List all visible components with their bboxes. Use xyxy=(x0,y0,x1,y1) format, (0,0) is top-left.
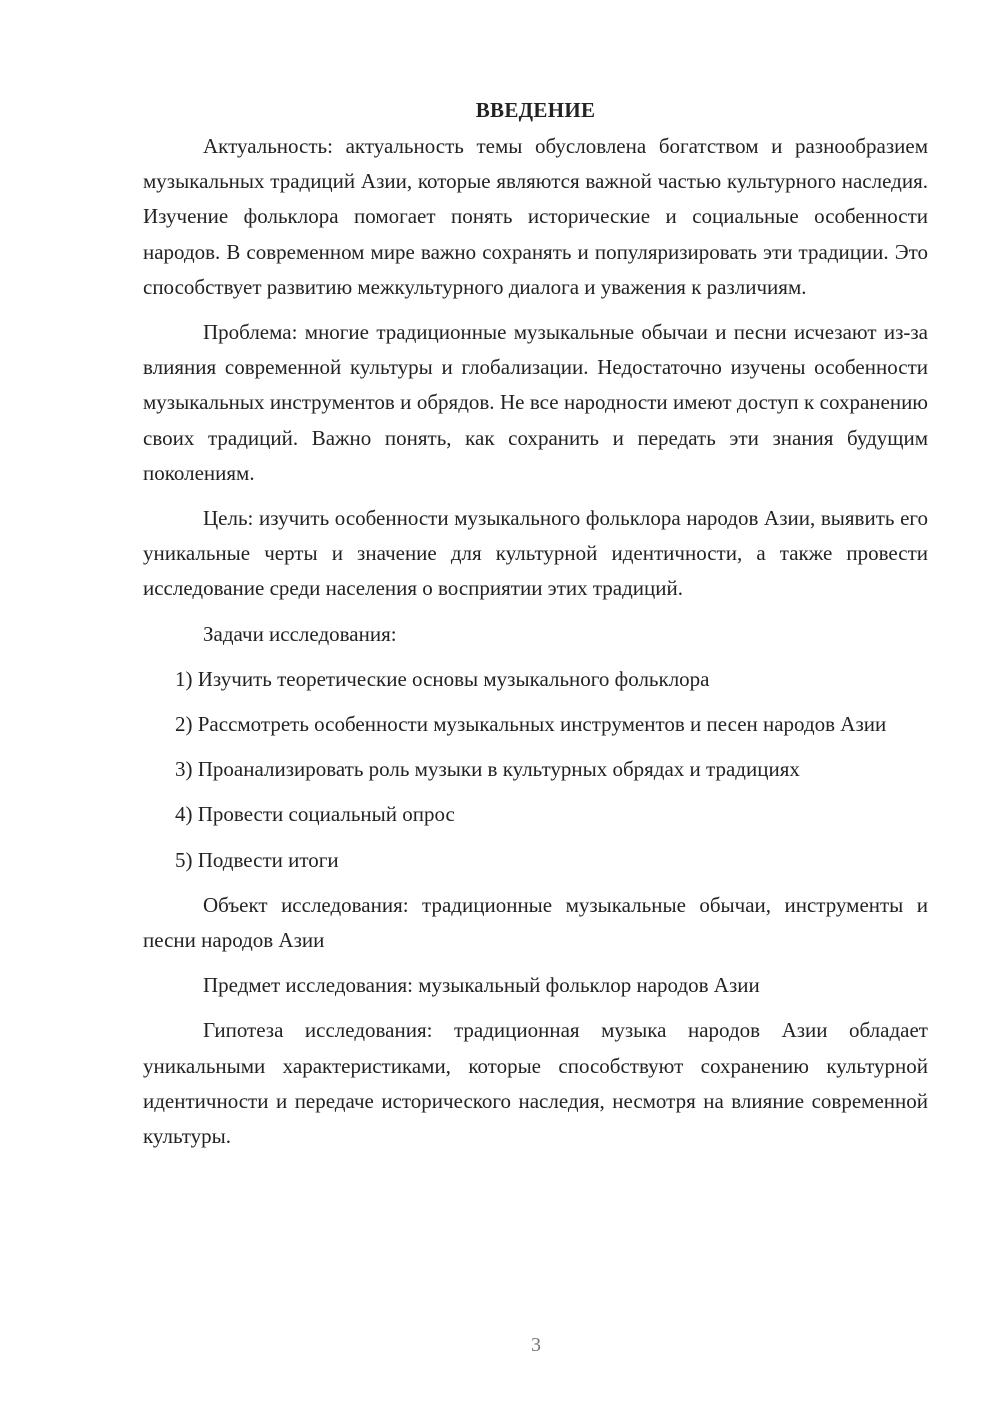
task-item-5: 5) Подвести итоги xyxy=(175,847,339,872)
page-content xyxy=(143,92,928,1164)
hypothesis-paragraph: Гипотеза исследования: традиционная музыка народов Азии обладает уникальными характеристиками, которые способствуют сохранению культурной идентичности и передаче исторического наследия, несмотря на влияние современной культуры. xyxy=(143,1018,928,1149)
task-item-3: 3) Проанализировать роль музыки в культурных обрядах и традициях xyxy=(175,757,800,782)
page-number: 3 xyxy=(531,1334,541,1356)
task-item-4: 4) Провести социальный опрос xyxy=(175,802,455,827)
task-item-1: 1) Изучить теоретические основы музыкального фольклора xyxy=(175,666,710,691)
section-title: ВВЕДЕНИЕ xyxy=(475,98,596,122)
problem-paragraph: Проблема: многие традиционные музыкальные обычаи и песни исчезают из-за влияния современной культуры и глобализации. Недостаточно изучены особенности музыкальных инструментов и обрядов. Не все народности имеют доступ к сохранению своих традиций. Важно понять, как сохранить и передать эти знания будущим поколениям. xyxy=(143,320,928,485)
goal-paragraph: Цель: изучить особенности музыкального фольклора народов Азии, выявить его уникальные черты и значение для культурной идентичности, а также провести исследование среди населения о восприятии этих традиций. xyxy=(143,506,928,601)
relevance-paragraph: Актуальность: актуальность темы обусловлена богатством и разнообразием музыкальных традиций Азии, которые являются важной частью культурного наследия. Изучение фольклора помогает понять исторические и социальные особенности народов. В современном мире важно сохранять и популяризировать эти традиции. Это способствует развитию межкультурного диалога и уважения к различиям. xyxy=(143,134,928,299)
task-item-2: 2) Рассмотреть особенности музыкальных инструментов и песен народов Азии xyxy=(175,712,887,737)
object-paragraph: Объект исследования: традиционные музыкальные обычаи, инструменты и песни народов Азии xyxy=(143,892,928,953)
subject-paragraph: Предмет исследования: музыкальный фольклор народов Азии xyxy=(203,973,760,998)
tasks-heading: Задачи исследования: xyxy=(203,621,397,646)
